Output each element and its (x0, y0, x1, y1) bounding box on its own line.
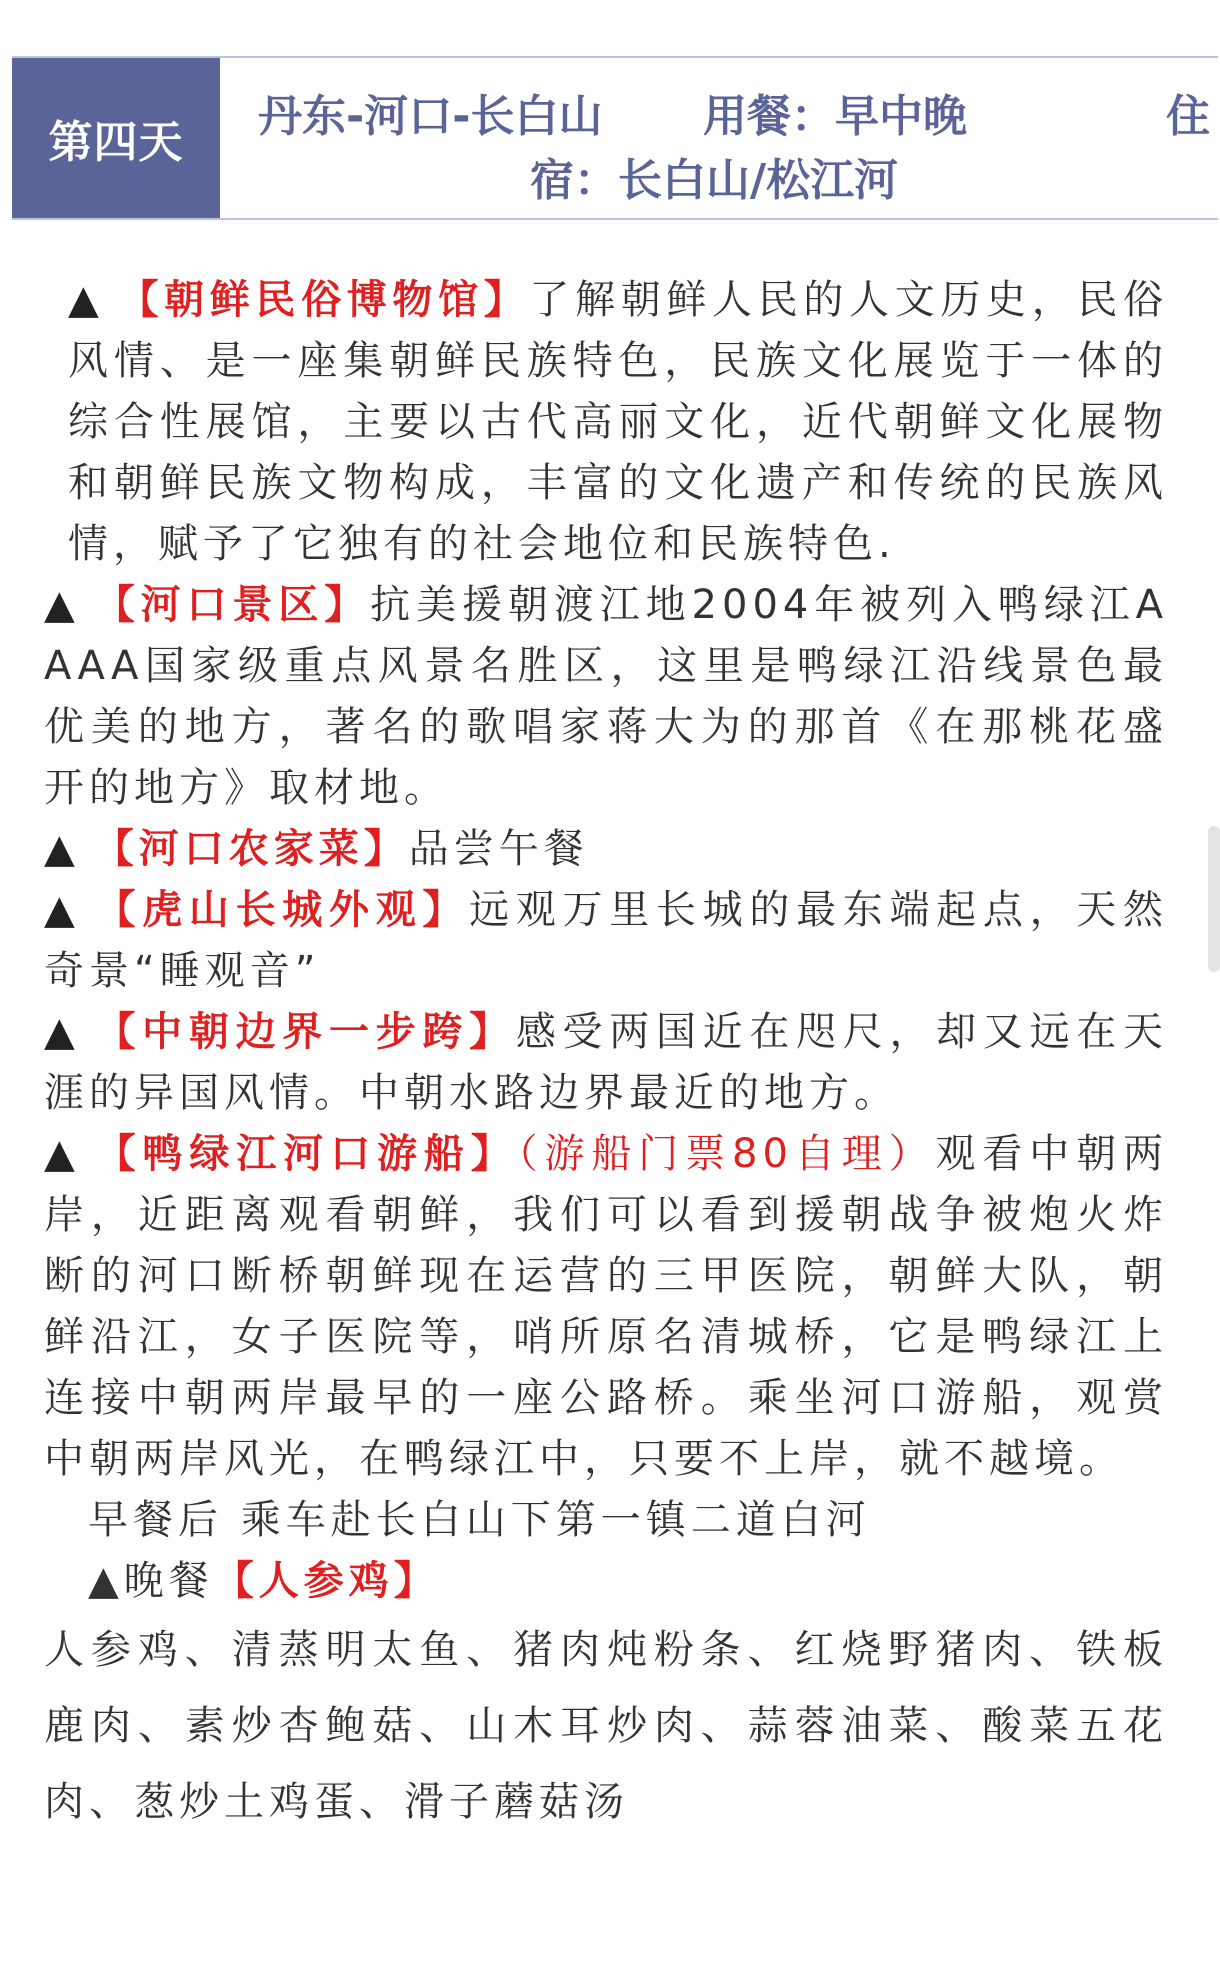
item-description: 了解朝鲜人民的人文历史，民俗风情、是一座集朝鲜民族特色，民族文化展览于一体的综合性展馆，主要以古代高丽文化，近代朝鲜文化展物和朝鲜民族文物构成，丰富的文化遗产和传统的民族风情，赋予了它独有的社会地位和民族特色. (68, 277, 1169, 567)
scrollbar[interactable] (1208, 826, 1220, 972)
item-description: 观看中朝两岸，近距离观看朝鲜，我们可以看到援朝战争被炮火炸断的河口断桥朝鲜现在运营的三甲医院，朝鲜大队，朝鲜沿江，女子医院等，哨所原名清城桥，它是鸭绿江上连接中朝两岸最早的一座公路桥。乘坐河口游船，观赏中朝两岸风光，在鸭绿江中，只要不上岸，就不越境。 (44, 1131, 1169, 1482)
triangle-icon: ▲ (88, 1558, 124, 1604)
item-description: 品尝午餐 (408, 826, 589, 872)
stay-text-part1: 住 (1166, 91, 1210, 142)
triangle-icon: ▲ (44, 887, 82, 933)
after-breakfast-note: 早餐后 乘车赴长白山下第一镇二道白河 (88, 1497, 871, 1543)
itinerary-item-folk-museum (44, 270, 1168, 575)
dinner-heading (44, 1551, 1168, 1612)
itinerary-item-hushan-wall (44, 880, 1168, 1002)
item-title: 【虎山长城外观】 (95, 887, 470, 933)
itinerary-content (44, 270, 1168, 1840)
item-description: 远观万里长城的最东端起点，天然奇景“睡观音” (44, 887, 1169, 994)
triangle-icon: ▲ (44, 1131, 82, 1177)
item-title: 【河口景区】 (94, 582, 371, 628)
stay-text-part2: 宿：长白山/松江河 (530, 155, 899, 206)
item-ticket-note: （游船门票80自理） (517, 1131, 936, 1177)
meals-text: 用餐：早中晚 (703, 91, 967, 142)
route-text: 丹东-河口-长白山 (258, 91, 603, 142)
item-description: 感受两国近在咫尺，却又远在天涯的异国风情。中朝水路边界最近的地方。 (44, 1009, 1169, 1116)
triangle-icon: ▲ (44, 1009, 82, 1055)
dinner-label: 晚餐 (123, 1558, 214, 1604)
itinerary-item-farm-lunch (44, 819, 1168, 880)
item-title: 【鸭绿江河口游船】 (95, 1131, 518, 1177)
itinerary-item-river-cruise (44, 1124, 1168, 1490)
triangle-icon: ▲ (44, 582, 81, 628)
item-title: 【中朝边界一步跨】 (95, 1009, 516, 1055)
day-label: 第四天 (12, 58, 220, 218)
item-description: 抗美援朝渡江地2004年被列入鸭绿江AAAA国家级重点风景名胜区，这里是鸭绿江沿线景色最优美的地方，著名的歌唱家蒋大为的那首《在那桃花盛开的地方》取材地。 (44, 582, 1169, 811)
triangle-icon: ▲ (68, 277, 105, 323)
item-title: 【朝鲜民俗博物馆】 (118, 277, 530, 323)
day-header (12, 56, 1218, 220)
item-title: 【河口农家菜】 (93, 826, 409, 872)
dinner-menu: 人参鸡、清蒸明太鱼、猪肉炖粉条、红烧野猪肉、铁板鹿肉、素炒杏鲍菇、山木耳炒肉、蒜蓉油菜、酸菜五花肉、葱炒土鸡蛋、滑子蘑菇汤 (44, 1627, 1168, 1825)
day-summary (220, 58, 1218, 218)
dinner-title: 【人参鸡】 (213, 1558, 439, 1604)
triangle-icon: ▲ (44, 826, 80, 872)
itinerary-item-hekou-scenic (44, 575, 1168, 819)
itinerary-item-border-step (44, 1002, 1168, 1124)
